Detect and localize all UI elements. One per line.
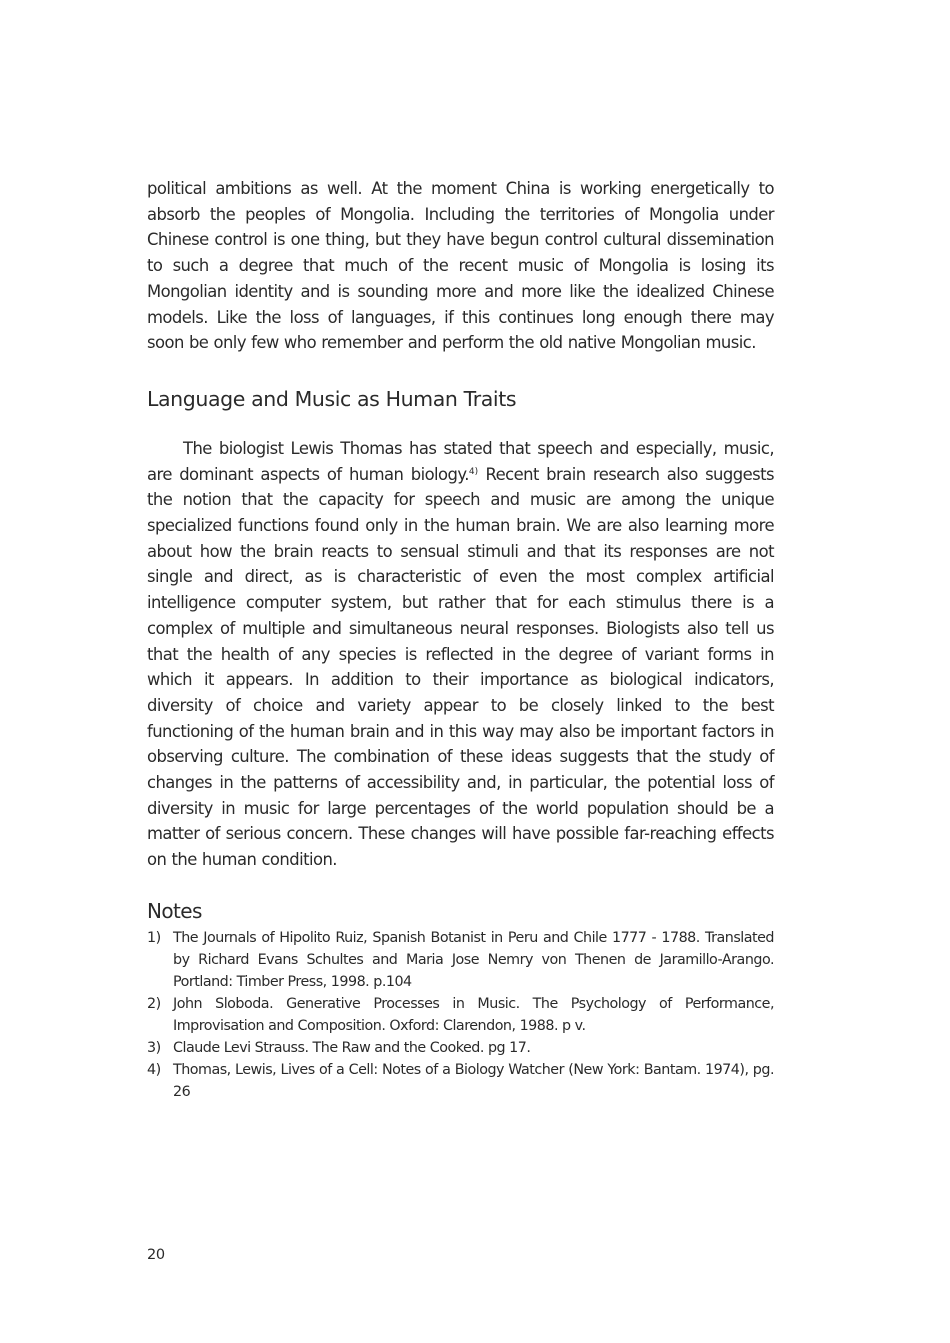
section-heading: Language and Music as Human Traits (147, 386, 517, 411)
note-item (147, 927, 774, 993)
note-text: John Sloboda. Generative Processes in Music. The Psychology of Performance, Improvisation and Composition. Oxford: Clarendon, 1988. p v. (173, 995, 774, 1034)
page-content (147, 176, 774, 1103)
note-number: 1) (147, 929, 161, 946)
note-number: 4) (147, 1061, 161, 1078)
page-number: 20 (147, 1247, 165, 1263)
section-paragraph-rest: Recent brain research also suggests the notion that the capacity for speech and music are among the unique specialized functions found only in the human brain. We are also learning more about how the brain reacts to sensual stimuli and that its responses are not single and direct, as is characteristic of even the most complex artificial intelligence computer system, but rather that for each stimulus there is a complex of multiple and simultaneous neural responses. Biologists also tell us that the health of any species is reflected in the degree of variant forms in which it appears. In addition to their importance as biological indicators, diversity of choice and variety appear to be closely linked to the best functioning of the human brain and in this way may also be important factors in observing culture. The combination of these ideas suggests that the study of changes in the patterns of accessibility and, in particular, the potential loss of diversity in music for large percentages of the world population should be a matter of serious concern. These changes will have possible far-reaching effects on the human condition. (147, 464, 774, 870)
note-text: Thomas, Lewis, Lives of a Cell: Notes of a Biology Watcher (New York: Bantam. 1974), pg. 26 (173, 1061, 774, 1100)
footnote-reference[interactable]: 4) (468, 466, 479, 477)
note-number: 3) (147, 1039, 161, 1056)
note-item (147, 1059, 774, 1103)
section-paragraph (147, 436, 774, 873)
note-number: 2) (147, 995, 161, 1012)
note-item (147, 1037, 774, 1059)
notes-list (147, 927, 774, 1103)
note-text: The Journals of Hipolito Ruiz, Spanish Botanist in Peru and Chile 1777 - 1788. Translated by Richard Evans Schultes and Maria Jose Nemry von Thenen de Jaramillo-Arango. Portland: Timber Press, 1998. p.104 (173, 929, 774, 990)
intro-paragraph: political ambitions as well. At the moment China is working energetically to absorb the peoples of Mongolia. Including the territories of Mongolia under Chinese control is one thing, but they have begun control cultural dissemination to such a degree that much of the recent music of Mongolia is losing its Mongolian identity and is sounding more and more like the idealized Chinese models. Like the loss of languages, if this continues long enough there may soon be only few who remember and perform the old native Mongolian music. (147, 179, 774, 353)
note-text: Claude Levi Strauss. The Raw and the Cooked. pg 17. (173, 1039, 531, 1056)
note-item (147, 993, 774, 1037)
notes-heading: Notes (147, 898, 202, 923)
section-paragraph-start: The biologist Lewis Thomas has stated that speech and especially, music, are dominant aspects of human biology. (147, 438, 774, 484)
